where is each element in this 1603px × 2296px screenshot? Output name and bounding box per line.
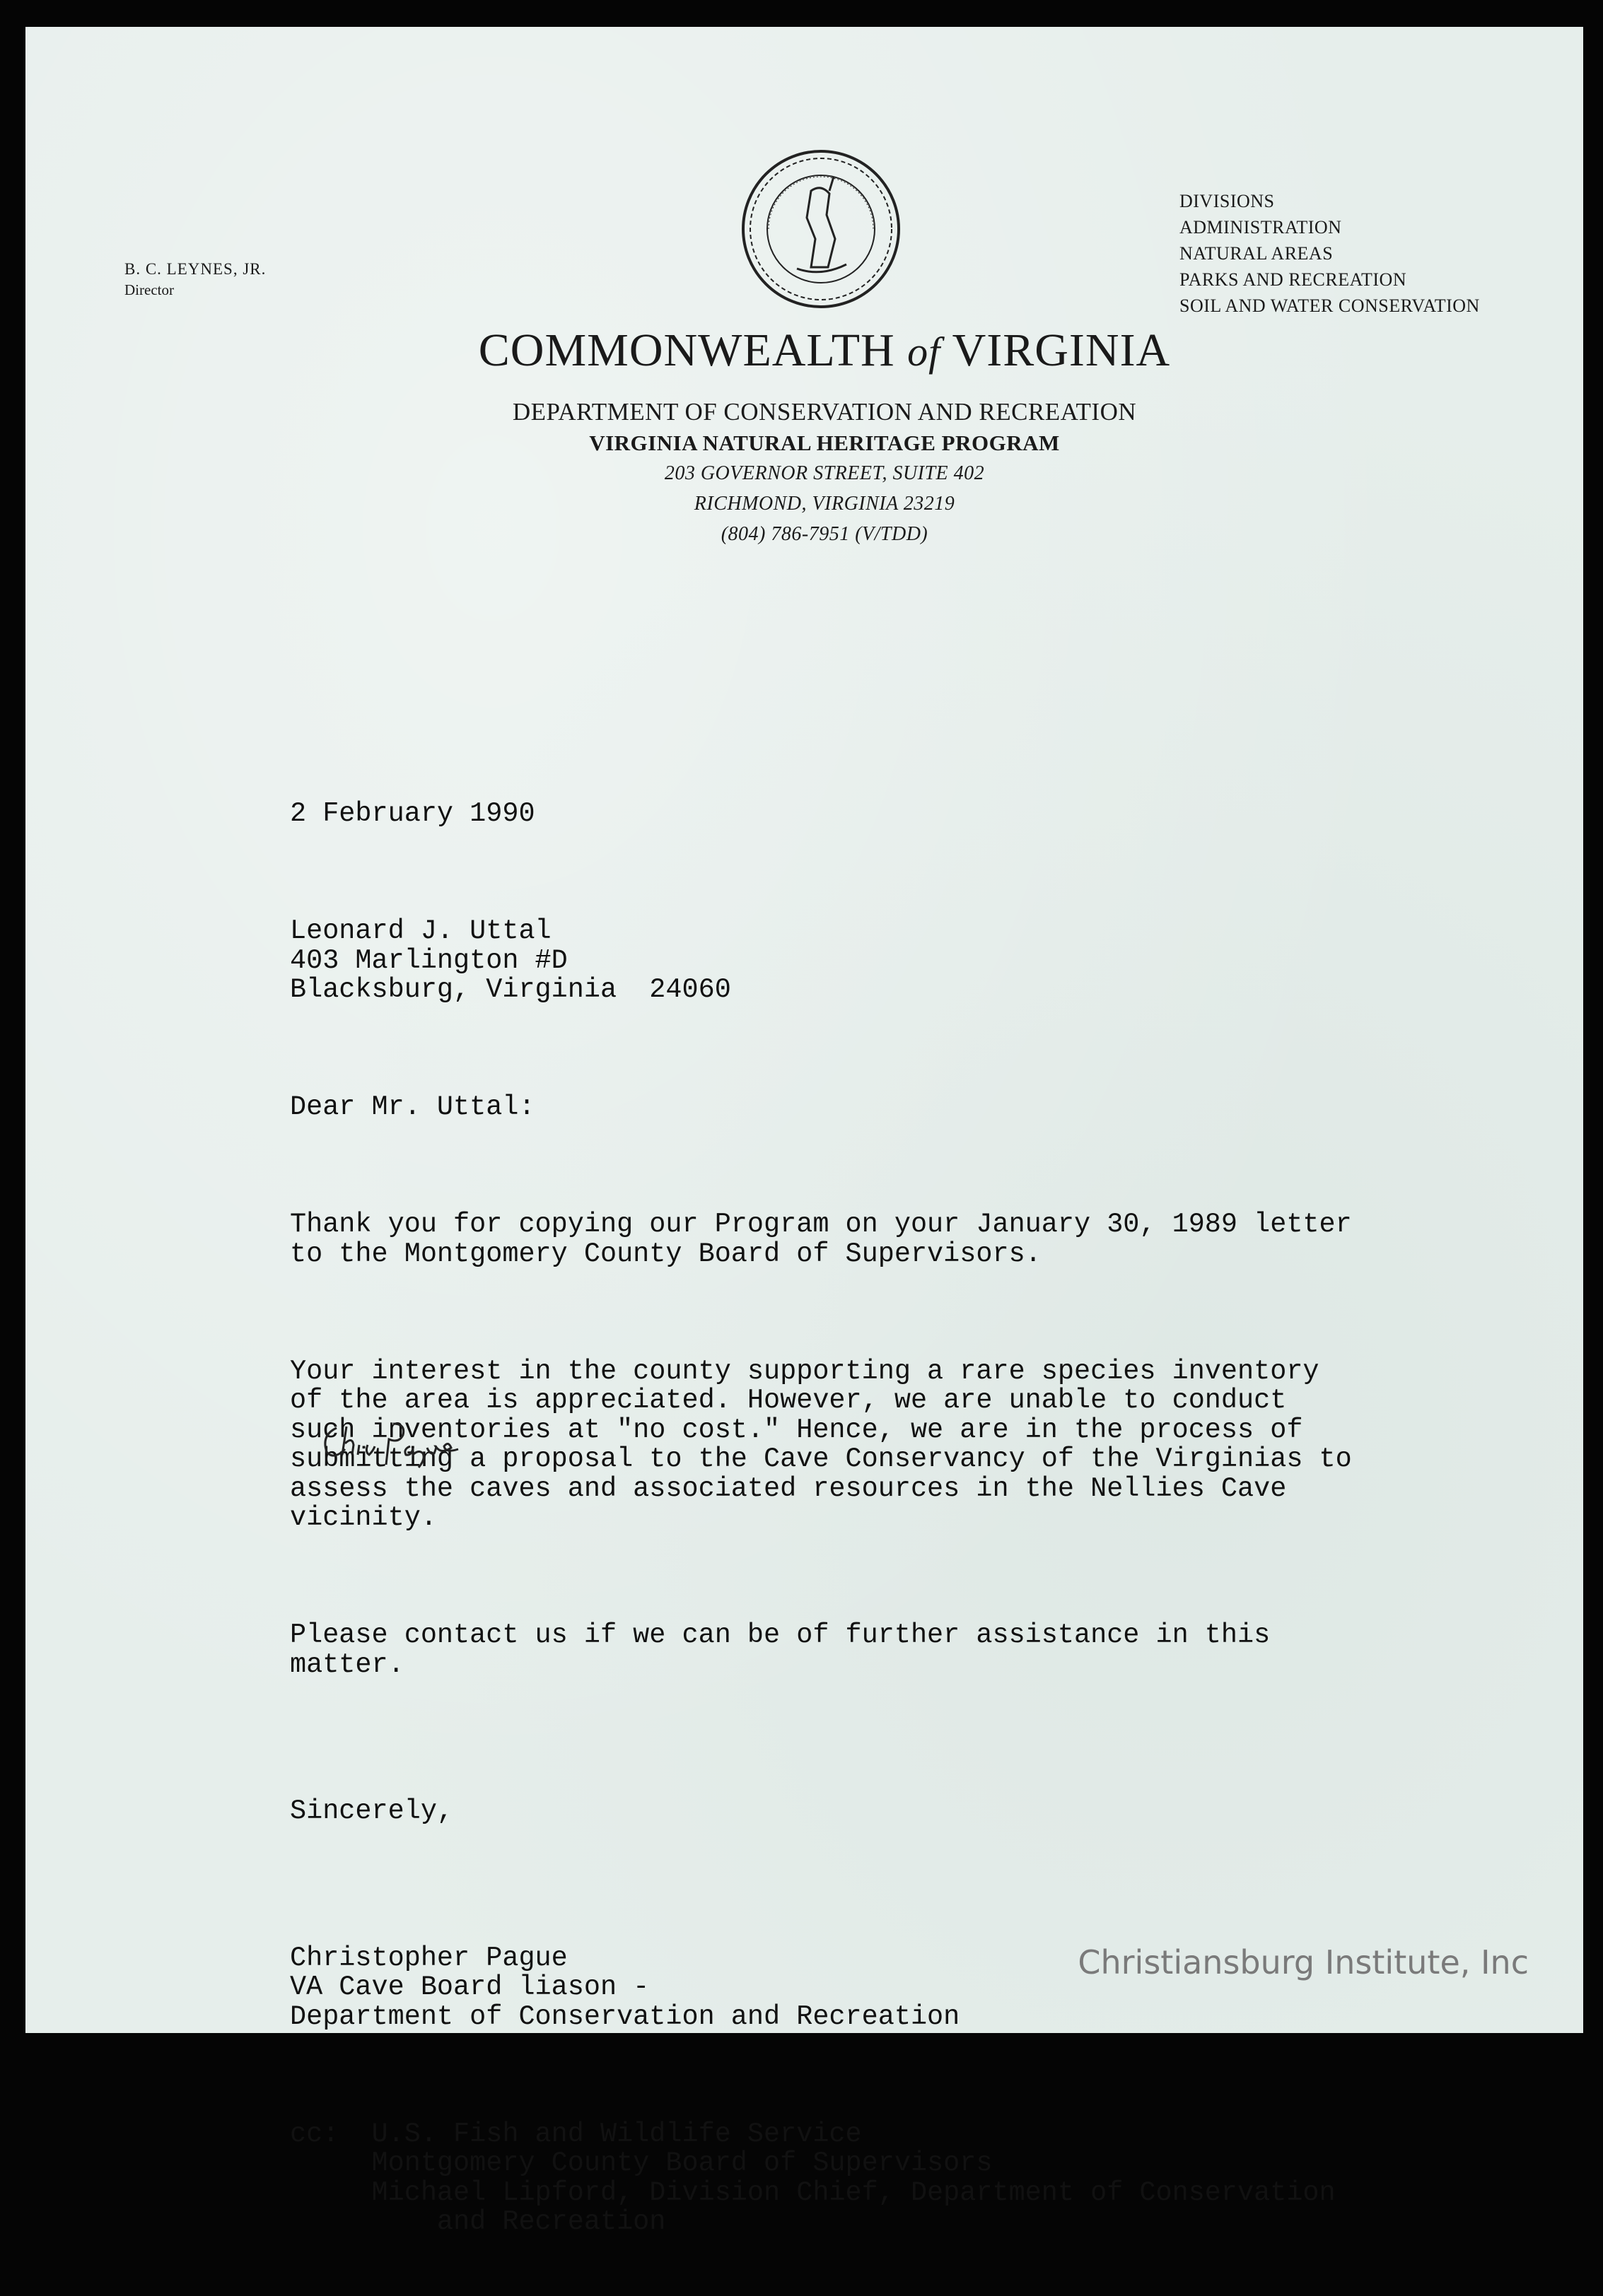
street-address: 203 GOVERNOR STREET, SUITE 402 bbox=[664, 462, 985, 484]
cc-line: Montgomery County Board of Supervisors bbox=[290, 2148, 993, 2179]
watermark: Christiansburg Institute, Inc bbox=[1078, 1943, 1529, 1981]
text-line: matter. bbox=[290, 1648, 404, 1680]
phone-number: (804) 786-7951 (V/TDD) bbox=[721, 523, 928, 545]
text-line: of the area is appreciated. However, we are unable to conduct bbox=[290, 1385, 1287, 1416]
division-item: PARKS AND RECREATION bbox=[1179, 269, 1407, 290]
director-name: B. C. LEYNES, JR. bbox=[124, 260, 267, 278]
recipient-line: Leonard J. Uttal bbox=[290, 915, 552, 947]
text-line: assess the caves and associated resources in the Nellies Cave bbox=[290, 1472, 1287, 1504]
paragraph-1 bbox=[290, 1210, 1534, 1269]
division-item: SOIL AND WATER CONSERVATION bbox=[1179, 295, 1480, 316]
city-address: RICHMOND, VIRGINIA 23219 bbox=[694, 493, 955, 515]
division-item: ADMINISTRATION bbox=[1179, 217, 1342, 238]
commonwealth-word: COMMONWEALTH bbox=[478, 324, 908, 376]
cc-line: and Recreation bbox=[290, 2206, 666, 2237]
recipient-line: 403 Marlington #D bbox=[290, 944, 568, 976]
of-word: of bbox=[907, 329, 941, 375]
recipient-line: Blacksburg, Virginia 24060 bbox=[290, 974, 731, 1005]
virginia-word: VIRGINIA bbox=[940, 324, 1171, 376]
recipient-address bbox=[290, 917, 1534, 1005]
cc-line: Michael Lipford, Division Chief, Department of Conservation bbox=[290, 2177, 1336, 2208]
sender-title: VA Cave Board liason - bbox=[290, 1972, 650, 2003]
text-line: Please contact us if we can be of further assistance in this bbox=[290, 1620, 1271, 1651]
divisions-heading: DIVISIONS bbox=[1179, 191, 1275, 211]
handwritten-signature bbox=[315, 1414, 485, 1470]
director-block bbox=[124, 260, 266, 299]
text-line: to the Montgomery County Board of Supervisors. bbox=[290, 1238, 1042, 1270]
cc-line: cc: U.S. Fish and Wildlife Service bbox=[290, 2118, 862, 2150]
cc-list bbox=[290, 2120, 1534, 2237]
department-name: DEPARTMENT OF CONSERVATION AND RECREATION bbox=[512, 398, 1137, 426]
text-line: Your interest in the county supporting a rare species inventory bbox=[290, 1355, 1319, 1387]
text-line: submitting a proposal to the Cave Conservancy of the Virginias to bbox=[290, 1443, 1352, 1475]
letter-page bbox=[25, 27, 1583, 2237]
text-line: Thank you for copying our Program on your January 30, 1989 letter bbox=[290, 1209, 1352, 1240]
commonwealth-title bbox=[322, 324, 1327, 377]
sender-department: Department of Conservation and Recreation bbox=[290, 2001, 960, 2032]
sender-name: Christopher Pague bbox=[290, 1942, 568, 1974]
division-item: NATURAL AREAS bbox=[1179, 243, 1334, 264]
salutation: Dear Mr. Uttal: bbox=[290, 1091, 535, 1123]
director-title: Director bbox=[124, 281, 174, 298]
paragraph-3 bbox=[290, 1621, 1534, 1680]
divisions-list bbox=[1179, 188, 1480, 319]
letter-body bbox=[290, 741, 1534, 2296]
virginia-seal bbox=[740, 148, 902, 310]
text-line: such inventories at "no cost." Hence, we are in the process of bbox=[290, 1414, 1303, 1446]
text-line: vicinity. bbox=[290, 1502, 437, 1533]
program-name: VIRGINIA NATURAL HERITAGE PROGRAM bbox=[589, 430, 1060, 455]
letter-date: 2 February 1990 bbox=[290, 798, 535, 829]
closing: Sincerely, bbox=[290, 1796, 454, 1827]
